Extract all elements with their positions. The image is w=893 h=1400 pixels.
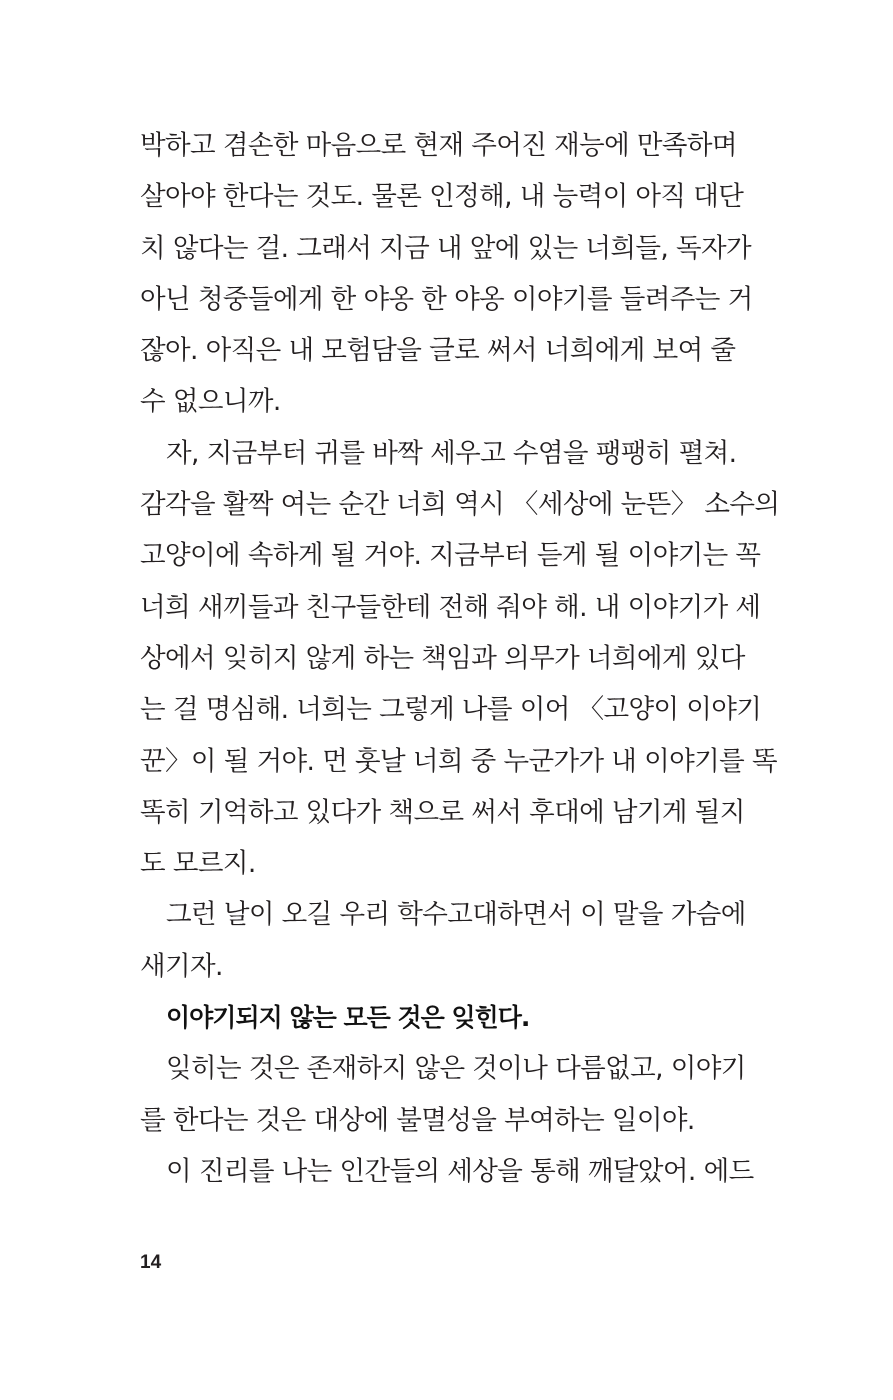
text-line-paragraph-start: 이 진리를 나는 인간들의 세상을 통해 깨달았어. 에드	[166, 1155, 754, 1187]
book-page-body	[140, 120, 780, 1197]
text-line: 똑히 기억하고 있다가 책으로 써서 후대에 남기게 될지	[140, 796, 745, 828]
emphasized-quote: 이야기되지 않는 모든 것은 잊힌다.	[166, 1003, 530, 1033]
page-number: 14	[140, 1252, 162, 1273]
text-line: 너희 새끼들과 친구들한테 전해 줘야 해. 내 이야기가 세	[140, 591, 761, 623]
text-line-paragraph-end: 수 없으니까.	[140, 386, 281, 418]
text-line: 살아야 한다는 것도. 물론 인정해, 내 능력이 아직 대단	[140, 181, 744, 213]
text-line: 상에서 잊히지 않게 하는 책임과 의무가 너희에게 있다	[140, 642, 745, 674]
text-line-paragraph-start: 그런 날이 오길 우리 학수고대하면서 이 말을 가슴에	[166, 899, 746, 931]
text-line: 감각을 활짝 여는 순간 너희 역시 〈세상에 눈뜬〉 소수의	[140, 489, 780, 521]
text-line: 치 않다는 걸. 그래서 지금 내 앞에 있는 너희들, 독자가	[140, 232, 752, 264]
text-line: 고양이에 속하게 될 거야. 지금부터 듣게 될 이야기는 꼭	[140, 540, 761, 572]
text-line-paragraph-end: 새기자.	[140, 950, 223, 982]
text-line-paragraph-start: 자, 지금부터 귀를 바짝 세우고 수염을 팽팽히 펼쳐.	[166, 437, 737, 469]
text-line: 꾼〉이 될 거야. 먼 훗날 너희 중 누군가가 내 이야기를 똑	[140, 745, 777, 777]
text-line: 는 걸 명심해. 너희는 그렇게 나를 이어 〈고양이 이야기	[140, 694, 762, 726]
text-line-paragraph-end: 를 한다는 것은 대상에 불멸성을 부여하는 일이야.	[140, 1104, 695, 1136]
text-line: 박하고 겸손한 마음으로 현재 주어진 재능에 만족하며	[140, 130, 737, 161]
text-line: 아닌 청중들에게 한 야옹 한 야옹 이야기를 들려주는 거	[140, 283, 753, 315]
text-line-paragraph-start: 잊히는 것은 존재하지 않은 것이나 다름없고, 이야기	[166, 1053, 746, 1085]
text-line-paragraph-end: 도 모르지.	[140, 848, 256, 880]
text-line: 잖아. 아직은 내 모험담을 글로 써서 너희에게 보여 줄	[140, 335, 736, 367]
